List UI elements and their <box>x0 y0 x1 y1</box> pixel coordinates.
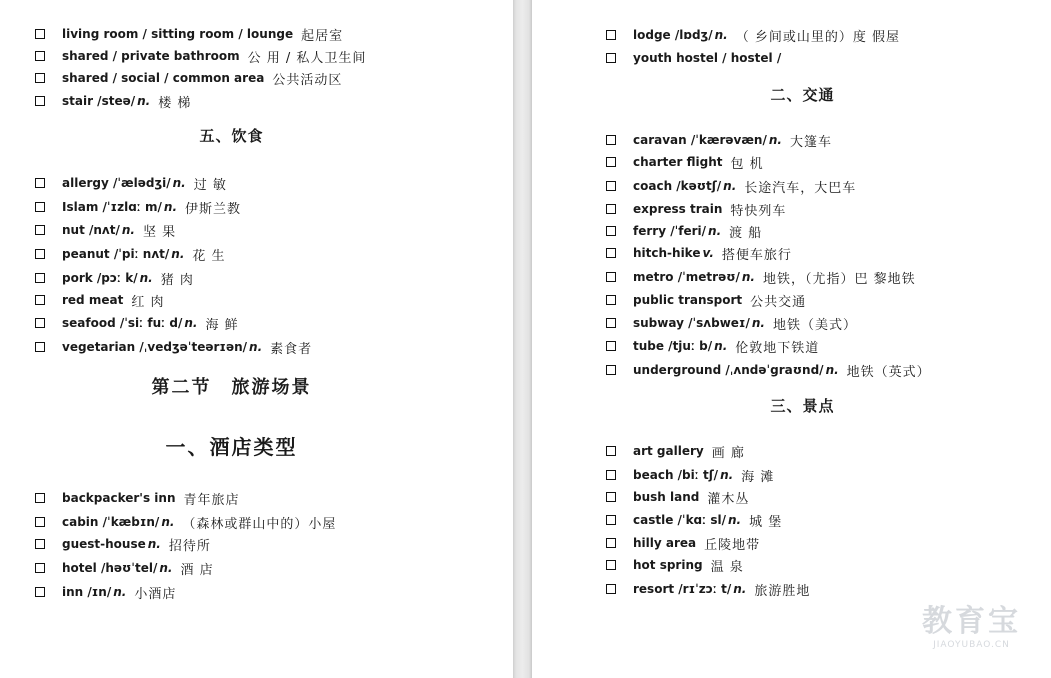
vocab-item-islam <box>35 197 241 217</box>
vocab-term: charter flight <box>633 155 723 169</box>
vocab-item-stair <box>35 91 191 111</box>
vocab-item-metro <box>606 267 916 287</box>
checkbox[interactable] <box>606 135 616 145</box>
vocab-translation: 画 廊 <box>711 445 745 461</box>
part-of-speech: n. <box>113 585 127 599</box>
watermark-title: 教育宝 <box>922 604 1021 639</box>
vocab-item-charter-flight <box>606 152 764 172</box>
part-of-speech: n. <box>249 340 263 354</box>
checkbox[interactable] <box>35 295 45 305</box>
right-document-page <box>532 0 1051 678</box>
vocab-item-tube <box>606 336 819 356</box>
vocab-term: express train <box>633 202 723 216</box>
checkbox[interactable] <box>35 318 45 328</box>
vocab-item-pork <box>35 268 194 288</box>
part-of-speech: n. <box>139 271 153 285</box>
part-of-speech: n. <box>733 582 747 596</box>
vocab-term: pork /pɔː k/ <box>62 271 138 285</box>
vocab-item-resort <box>606 579 810 599</box>
vocab-term: living room / sitting room / lounge <box>62 27 294 41</box>
checkbox[interactable] <box>606 248 616 258</box>
vocab-translation: （森林或群山中的）小屋 <box>182 516 337 532</box>
checkbox[interactable] <box>606 53 616 63</box>
vocab-term: art gallery <box>633 444 704 458</box>
vocab-translation: 大篷车 <box>789 134 832 150</box>
vocab-term: shared / social / common area <box>62 71 265 85</box>
vocab-translation: 坚 果 <box>142 224 177 240</box>
vocab-translation: 灌木丛 <box>707 491 750 507</box>
part-of-speech: n. <box>121 223 135 237</box>
vocab-translation: 城 堡 <box>749 514 783 530</box>
vocab-term: bush land <box>633 490 700 504</box>
vocab-item-ferry <box>606 221 762 241</box>
vocab-translation: 红 肉 <box>131 294 165 310</box>
checkbox[interactable] <box>606 204 616 214</box>
vocab-translation: 伊斯兰教 <box>185 201 242 217</box>
vocab-item-allergy <box>35 173 227 193</box>
checkbox[interactable] <box>606 538 616 548</box>
hotel-types-heading: 一、酒店类型 <box>165 435 298 459</box>
vocab-translation: 起居室 <box>301 28 344 44</box>
checkbox[interactable] <box>35 202 45 212</box>
vocab-translation: 过 敏 <box>193 177 227 193</box>
part-of-speech: n. <box>708 224 722 238</box>
checkbox[interactable] <box>35 51 45 61</box>
vocab-item-art-gallery <box>606 441 745 461</box>
vocab-translation: 地铁（美式） <box>772 317 857 333</box>
vocab-term: public transport <box>633 293 743 307</box>
vocab-term: metro /ˈmetrəʊ/ <box>633 270 740 284</box>
vocab-item-caravan <box>606 130 832 150</box>
vocab-translation: 海 滩 <box>741 469 775 485</box>
vocab-translation: 青年旅店 <box>183 492 240 508</box>
left-document-page <box>0 0 513 678</box>
vocab-item-seafood <box>35 313 239 333</box>
vocab-translation: 公共交通 <box>750 294 807 310</box>
vocab-term: allergy /ˈælədʒi/ <box>62 176 171 190</box>
vocab-item-bush-land <box>606 487 749 507</box>
vocab-item-peanut <box>35 244 226 264</box>
vocab-item-underground <box>606 360 931 380</box>
vocab-translation: 长途汽车，大巴车 <box>744 180 857 196</box>
part-of-speech: n. <box>171 247 185 261</box>
checkbox[interactable] <box>35 539 45 549</box>
vocab-term: subway /ˈsʌbweɪ/ <box>633 316 750 330</box>
vocab-item-hilly-area <box>606 533 760 553</box>
checkbox[interactable] <box>606 470 616 480</box>
checkbox[interactable] <box>35 517 45 527</box>
vocab-term: nut /nʌt/ <box>62 223 120 237</box>
vocab-item-beach <box>606 465 774 485</box>
part-of-speech: n. <box>714 339 728 353</box>
vocab-translation: 公 用 / 私人卫生间 <box>247 50 367 66</box>
vocab-translation: 渡 船 <box>729 225 763 241</box>
vocab-term: guest-house <box>62 537 146 551</box>
vocab-term: peanut /ˈpiː nʌt/ <box>62 247 170 261</box>
vocab-item-subway <box>606 313 857 333</box>
vocab-term: beach /biː tʃ/ <box>633 468 719 482</box>
vocab-item-inn <box>35 582 176 602</box>
vocab-term: seafood /ˈsiː fuː d/ <box>62 316 183 330</box>
part-of-speech: n. <box>159 561 173 575</box>
vocab-term: Islam /ˈɪzlɑː m/ <box>62 200 162 214</box>
vocab-translation: （ 乡间或山里的）度 假屋 <box>735 29 900 45</box>
vocab-term: inn /ɪn/ <box>62 585 112 599</box>
checkbox[interactable] <box>35 587 45 597</box>
part-of-speech: n. <box>825 363 839 377</box>
vocab-term: castle /ˈkɑː sl/ <box>633 513 727 527</box>
checkbox[interactable] <box>606 584 616 594</box>
vocab-translation: 素食者 <box>270 341 313 357</box>
checkbox[interactable] <box>35 178 45 188</box>
vocab-item-hotel <box>35 558 214 578</box>
vocab-item-express-train <box>606 199 786 219</box>
vocab-term: resort /rɪˈzɔː t/ <box>633 582 732 596</box>
vocab-translation: 包 机 <box>730 156 764 172</box>
vocab-item-vegetarian <box>35 337 312 357</box>
section-title: 第二节 旅游场景 <box>151 377 312 398</box>
vocab-translation: 酒 店 <box>180 562 214 578</box>
vocab-item-nut <box>35 220 176 240</box>
vocab-item-youth-hostel <box>606 48 781 68</box>
vocab-item-coach <box>606 176 856 196</box>
vocab-term: backpacker's inn <box>62 491 176 505</box>
checkbox[interactable] <box>35 249 45 259</box>
part-of-speech: n. <box>768 133 782 147</box>
vocab-term: youth hostel / hostel / <box>633 51 782 65</box>
vocab-translation: 小酒店 <box>134 586 177 602</box>
vocab-translation: 特快列车 <box>730 203 787 219</box>
food-section-heading: 五、饮食 <box>199 127 264 145</box>
checkbox[interactable] <box>606 515 616 525</box>
sights-section-heading: 三、景点 <box>770 397 835 415</box>
checkbox[interactable] <box>606 181 616 191</box>
checkbox[interactable] <box>606 341 616 351</box>
checkbox[interactable] <box>606 365 616 375</box>
vocab-term: hotel /həʊˈtel/ <box>62 561 158 575</box>
checkbox[interactable] <box>606 560 616 570</box>
part-of-speech: n. <box>714 28 728 42</box>
vocab-translation: 海 鲜 <box>205 317 239 333</box>
part-of-speech: n. <box>163 200 178 214</box>
vocab-translation: 温 泉 <box>710 559 744 575</box>
checkbox[interactable] <box>35 493 45 503</box>
checkbox[interactable] <box>35 73 45 83</box>
checkbox[interactable] <box>35 563 45 573</box>
vocab-item-common-area <box>35 68 342 88</box>
vocab-translation: 伦敦地下铁道 <box>735 340 820 356</box>
part-of-speech: n. <box>751 316 765 330</box>
part-of-speech: n. <box>137 94 151 108</box>
vocab-translation: 地铁，（尤指）巴 黎地铁 <box>762 271 916 287</box>
vocab-translation: 楼 梯 <box>158 95 192 111</box>
checkbox[interactable] <box>35 273 45 283</box>
vocab-term: vegetarian /ˌvedʒəˈteərɪən/ <box>62 340 248 354</box>
vocab-item-public-transport <box>606 290 806 310</box>
checkbox[interactable] <box>606 30 616 40</box>
checkbox[interactable] <box>35 225 45 235</box>
vocab-translation: 旅游胜地 <box>754 583 811 599</box>
vocab-item-castle <box>606 510 782 530</box>
checkbox[interactable] <box>606 226 616 236</box>
checkbox[interactable] <box>606 295 616 305</box>
vocab-term: stair /steə/ <box>62 94 136 108</box>
vocab-translation: 公共活动区 <box>272 72 343 88</box>
checkbox[interactable] <box>606 446 616 456</box>
vocab-term: hilly area <box>633 536 697 550</box>
vocab-item-bathroom <box>35 46 366 66</box>
checkbox[interactable] <box>606 492 616 502</box>
vocab-term: cabin /ˈkæbɪn/ <box>62 515 160 529</box>
vocab-term: caravan /ˈkærəvæn/ <box>633 133 767 147</box>
vocab-item-lodge <box>606 25 900 45</box>
vocab-term: hitch-hike <box>633 246 701 260</box>
vocab-item-hitch-hike <box>606 243 792 263</box>
part-of-speech: n. <box>147 537 161 551</box>
vocab-item-red-meat <box>35 290 164 310</box>
checkbox[interactable] <box>35 342 45 352</box>
vocab-term: shared / private bathroom <box>62 49 240 63</box>
vocab-term: underground /ˌʌndəˈgraʊnd/ <box>633 363 824 377</box>
checkbox[interactable] <box>35 96 45 106</box>
vocab-item-backpackers-inn <box>35 488 240 508</box>
vocab-item-cabin <box>35 512 336 532</box>
vocab-term: red meat <box>62 293 124 307</box>
vocab-translation: 花 生 <box>192 248 226 264</box>
vocab-term: tube /tjuː b/ <box>633 339 713 353</box>
part-of-speech: n. <box>161 515 175 529</box>
watermark-url: JIAOYUBAO.CN <box>933 640 1010 650</box>
checkbox[interactable] <box>606 272 616 282</box>
vocab-translation: 猪 肉 <box>160 272 194 288</box>
part-of-speech: n. <box>184 316 198 330</box>
vocab-translation: 地铁（英式） <box>846 364 931 380</box>
vocab-item-guest-house <box>35 534 211 554</box>
vocab-translation: 丘陵地带 <box>704 537 761 553</box>
checkbox[interactable] <box>606 318 616 328</box>
page-gutter <box>513 0 532 678</box>
vocab-term: lodge /lɒdʒ/ <box>633 28 713 42</box>
part-of-speech: n. <box>728 513 742 527</box>
transport-section-heading: 二、交通 <box>770 86 835 104</box>
vocab-translation: 招待所 <box>168 538 211 554</box>
vocab-term: coach /kəʊtʃ/ <box>633 179 722 193</box>
part-of-speech: n. <box>720 468 734 482</box>
part-of-speech: n. <box>723 179 737 193</box>
checkbox[interactable] <box>606 157 616 167</box>
part-of-speech: n. <box>741 270 755 284</box>
part-of-speech: v. <box>702 246 714 260</box>
vocab-term: ferry /ˈferi/ <box>633 224 707 238</box>
vocab-translation: 搭便车旅行 <box>721 247 792 263</box>
vocab-item-living-room <box>35 24 343 44</box>
vocab-term: hot spring <box>633 558 703 572</box>
checkbox[interactable] <box>35 29 45 39</box>
part-of-speech: n. <box>172 176 186 190</box>
vocab-item-hot-spring <box>606 555 744 575</box>
